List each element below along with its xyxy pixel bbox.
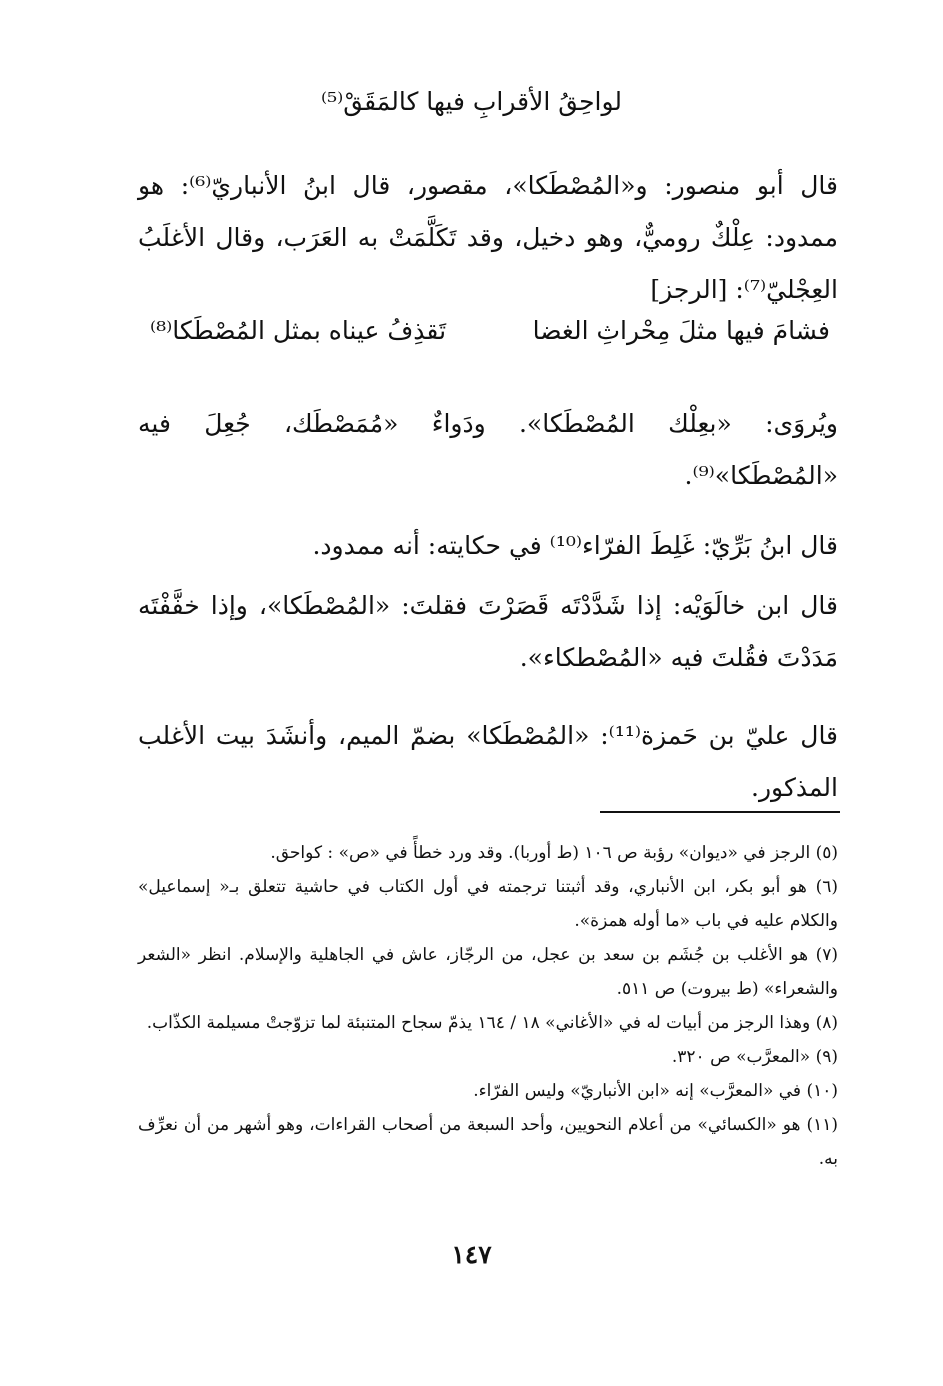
poetry-verse [150, 305, 830, 357]
verse-first-hemistich: فشامَ فيها مثلَ مِحْراثِ الغضا [532, 316, 830, 345]
footnote-10: (١٠) في «المعرَّب» إنه «ابن الأنباريّ» وليس الفرّاء. [473, 1081, 838, 1101]
main-text-block-2 [138, 398, 838, 814]
footnote-separator [600, 811, 840, 813]
footnote-5: (٥) الرجز في «ديوان» رؤبة ص ١٠٦ (ط أوربا). وقد ورد خطأً في «ص» : كواحق. [270, 843, 838, 863]
verse-continuation-line: لواحِقُ الأقرابِ فيها كالمَقَقْ⁽⁵⁾ [320, 87, 623, 116]
paragraph-ali-ibn-hamza: قال عليّ بن حَمزة⁽¹¹⁾: «المُصْطَكا» بضمّ الميم، وأنشَدَ بيت الأغلب المذكور. [138, 721, 839, 802]
footnote-7: (٧) هو الأغلب بن جُشَم بن سعد بن عجل، من الرجّاز، عاش في الجاهلية والإسلام. انظر «الشعر والشعراء» (ط بيروت) ص ٥١١. [138, 945, 838, 999]
footnote-9: (٩) «المعرَّب» ص ٣٢٠. [671, 1047, 838, 1067]
paragraph-yurwa: ويُروَى: «بعِلْك المُصْطَكا». ودَواءٌ «مُمَصْطَك، جُعِلَ فيه «المُصْطَكا»⁽⁹⁾. [138, 409, 838, 490]
paragraph-ibn-khalawayh: قال ابن خالَوَيْه: إذا شَدَّدْتَه قَصَرْتَ فقلتَ: «المُصْطَكا»، وإذا خفَّفْتَه مَدَدْتَ فقُلتَ فيه «المُصْطكاء». [138, 591, 838, 672]
footnote-8: (٨) وهذا الرجز من أبيات له في «الأغاني» ١٨ / ١٦٤ يذمّ سجاح المتنبئة لما تزوّجتْ مسيلمة الكذّاب. [146, 1013, 838, 1033]
main-text-block-1 [138, 160, 838, 316]
footnote-11: (١١) هو «الكسائي» من أعلام النحويين، وأحد السبعة من أصحاب القراءات، وهو أشهر من أن نعرِّف به. [138, 1115, 838, 1169]
footnotes [138, 836, 838, 1176]
footnote-6: (٦) هو أبو بكر، ابن الأنباري، وقد أثبتنا ترجمته في أول الكتاب في حاشية تتعلق بـ« إسماعيل» والكلام عليه في باب «ما أوله همزة». [138, 877, 838, 931]
verse-second-hemistich: تَقذِفُ عيناه بمثل المُصْطَكا⁽⁸⁾ [150, 316, 447, 345]
paragraph-abu-mansur: قال أبو منصور: و«المُصْطَكا»، مقصور، قال ابنُ الأنباريّ⁽⁶⁾: هو ممدود: عِلْكٌ روميٌّ، وهو دخيل، وقد تَكَلَّمَتْ به العَرَب، وقال الأغلَبُ العِجْليّ⁽⁷⁾: [الرجز] [138, 171, 838, 304]
paragraph-ibn-barri: قال ابنُ بَرِّيّ: غَلِطَ الفرّاء⁽¹⁰⁾ في حكايته: أنه ممدود. [312, 531, 838, 560]
page-number: ١٤٧ [451, 1240, 492, 1269]
